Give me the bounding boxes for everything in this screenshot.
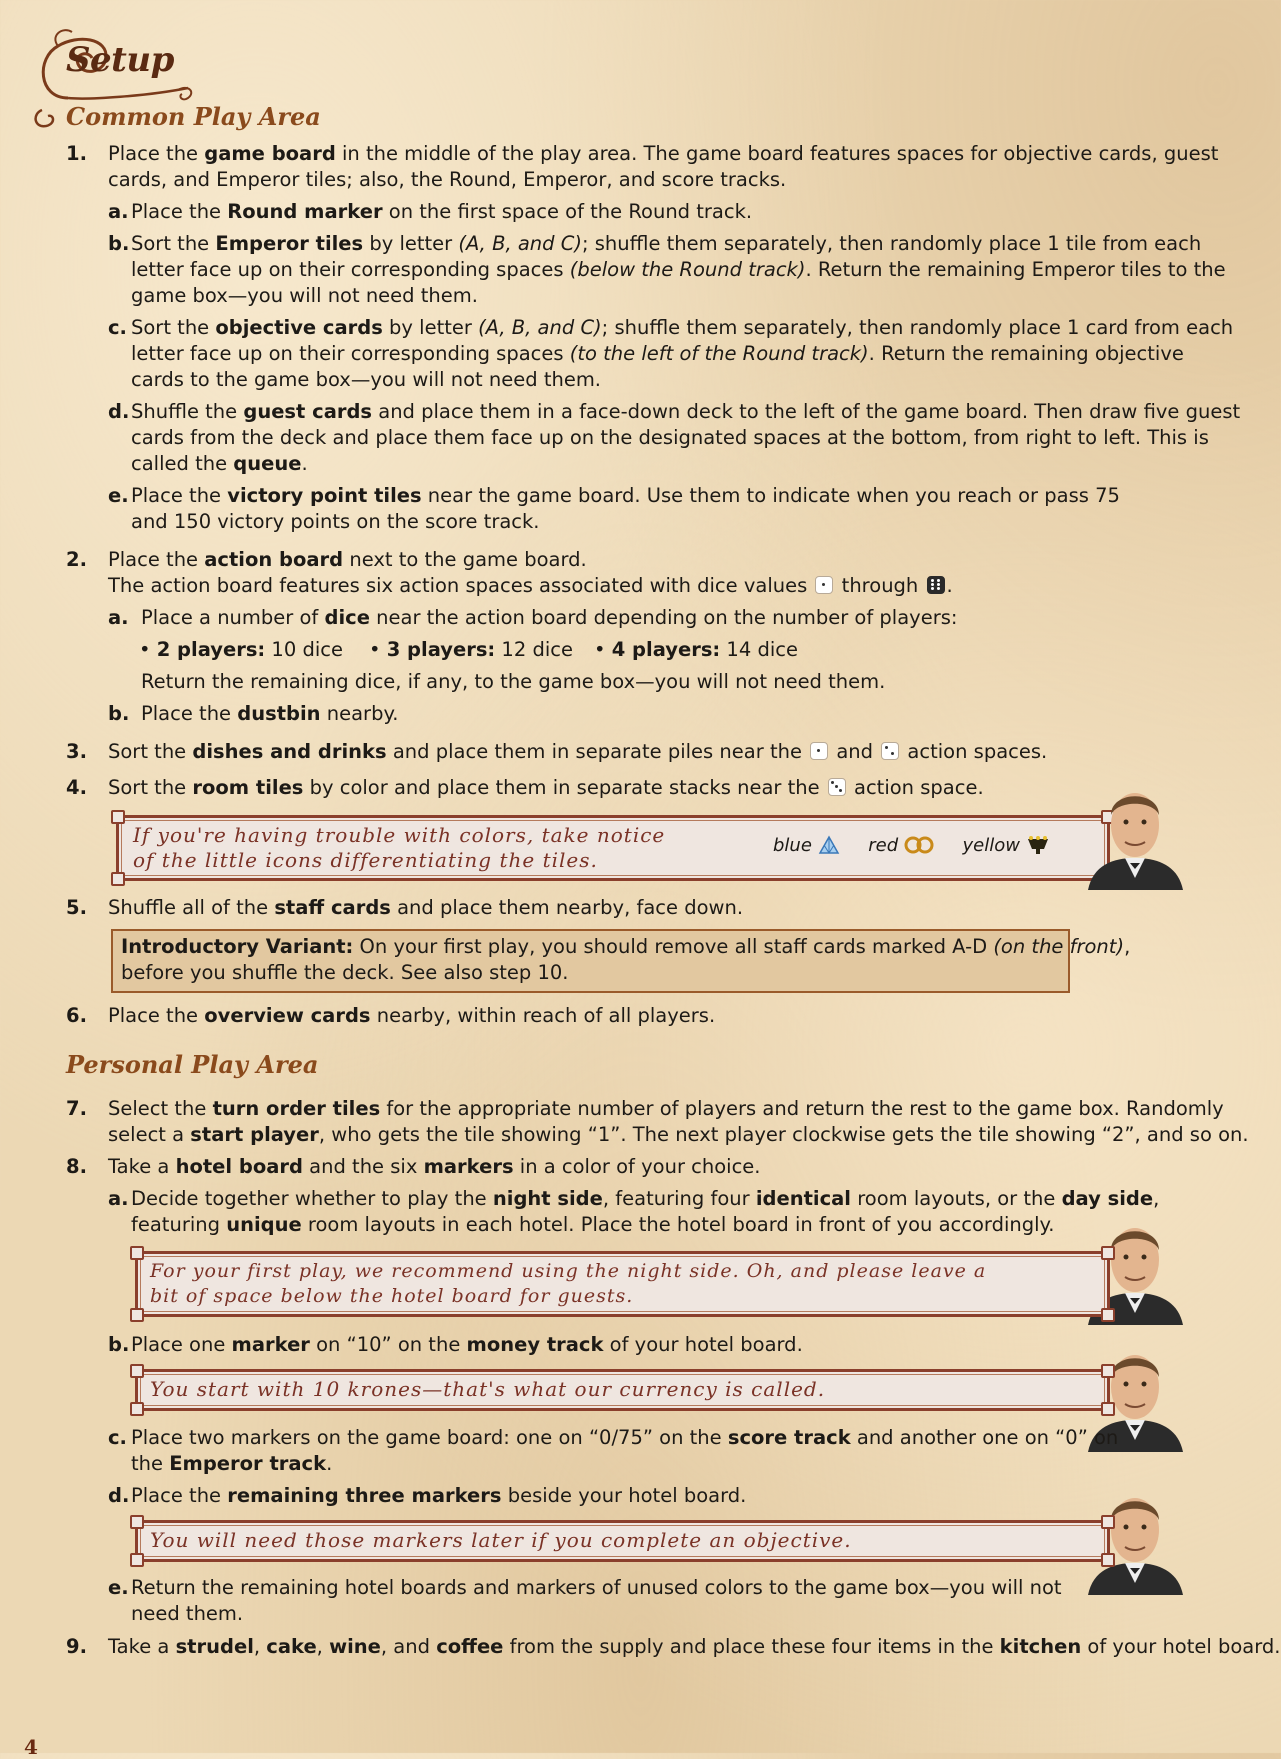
step-number: 2. [66,548,87,571]
die-three-icon [828,778,846,796]
step-1d-text: Shuffle the guest cards and place them in a face-down deck to the left of the game board. Then draw five guest [131,400,1241,423]
step-4-text: Sort the room tiles by color and place them in separate stacks near the action space. [108,776,984,799]
butler-portrait [1083,770,1188,890]
page-number: 4 [24,1735,38,1759]
step-number: 9. [66,1635,87,1658]
step-1d-text-cont: cards from the deck and place them face up on the designated spaces at the bottom, from right to left. This is [131,426,1209,449]
step-number: 7. [66,1097,87,1120]
step-8e-text-cont: need them. [131,1602,244,1625]
substep-label: c. [108,1426,127,1449]
die-one-icon [810,742,828,760]
step-1d-text-cont: called the queue. [131,452,308,475]
substep-label: b. [108,702,130,725]
butler-tip-box [135,1369,1110,1411]
step-6-text: Place the overview cards nearby, within reach of all players. [108,1004,716,1027]
die-one-icon [815,576,833,594]
substep-label: b. [108,1333,130,1356]
die-two-icon [881,742,899,760]
step-3-text: Sort the dishes and drinks and place them in separate piles near the and action spaces. [108,740,1048,763]
step-1c-text-cont: cards to the game box—you will not need them. [131,368,602,391]
step-1-text: Place the game board in the middle of the play area. The game board features spaces for objective cards, guest [108,142,1219,165]
substep-label: d. [108,400,130,423]
introductory-variant-box [111,929,1131,993]
step-2b-text: Place the dustbin nearby. [141,702,399,725]
step-8c-text-cont: the Emperor track. [131,1452,333,1475]
substep-label: c. [108,316,127,339]
step-1b-text: Sort the Emperor tiles by letter (A, B, and C); shuffle them separately, then randomly place 1 tile from each [131,232,1202,255]
step-2a-text: Place a number of dice near the action board depending on the number of players: [141,606,958,629]
step-9-text: Take a strudel, cake, wine, and coffee from the supply and place these four items in the kitchen of your hotel board. [108,1635,1281,1658]
step-1e-text: Place the victory point tiles near the game board. Use them to indicate when you reach or pass 75 [131,484,1120,507]
substep-label: a. [108,606,129,629]
butler-tip-box [135,1520,1110,1562]
substep-label: a. [108,200,129,223]
red-pretzel-icon [904,835,934,855]
butler-tip-box [135,1251,1110,1317]
step-2-text-cont: The action board features six action spaces associated with dice values through . [108,574,953,597]
die-six-icon [927,576,945,594]
step-2a-text-cont: Return the remaining dice, if any, to the game box—you will not need them. [141,670,886,693]
step-8b-text: Place one marker on “10” on the money track of your hotel board. [131,1333,803,1356]
player-count-bullet: • 3 players: 12 dice [369,638,573,661]
tip-text: For your first play, we recommend using the night side. Oh, and please leave a [150,1260,987,1282]
color-legend: blue red yellow [773,835,1050,856]
substep-label: b. [108,232,130,255]
variant-text-cont: before you shuffle the deck. See also step 10. [121,961,569,984]
step-1c-text-cont: letter face up on their corresponding spaces (to the left of the Round track). Return the remaining objective [131,342,1184,365]
yellow-chandelier-icon [1026,835,1050,855]
player-count-bullet: • 2 players: 10 dice [139,638,343,661]
step-8a-text: Decide together whether to play the night side, featuring four identical room layouts, or the day side, [131,1187,1160,1210]
step-8-text: Take a hotel board and the six markers in a color of your choice. [108,1155,761,1178]
substep-label: e. [108,1576,129,1599]
step-number: 4. [66,776,87,799]
step-8d-text: Place the remaining three markers beside your hotel board. [131,1484,747,1507]
tip-text: If you're having trouble with colors, take notice [133,823,666,847]
step-number: 8. [66,1155,87,1178]
step-8c-text: Place two markers on the game board: one on “0/75” on the score track and another one on “0” on [131,1426,1119,1449]
section-heading-common: Common Play Area [66,102,321,131]
butler-tip-box [116,815,1110,881]
step-1e-text-cont: and 150 victory points on the score track. [131,510,540,533]
step-number: 6. [66,1004,87,1027]
step-8a-text-cont: featuring unique room layouts in each hotel. Place the hotel board in front of you accordingly. [131,1213,1055,1236]
section-heading-personal: Personal Play Area [66,1050,319,1079]
step-number: 3. [66,740,87,763]
step-7-text: Select the turn order tiles for the appropriate number of players and return the rest to the game box. Randomly [108,1097,1224,1120]
substep-label: a. [108,1187,129,1210]
step-1-text-cont: cards, and Emperor tiles; also, the Round, Emperor, and score tracks. [108,168,787,191]
step-5-text: Shuffle all of the staff cards and place them nearby, face down. [108,896,744,919]
tip-text: of the little icons differentiating the tiles. [133,848,598,872]
step-8e-text: Return the remaining hotel boards and markers of unused colors to the game box—you will not [131,1576,1062,1599]
step-1b-text-cont: letter face up on their corresponding spaces (below the Round track). Return the remaining Emperor tiles to the [131,258,1226,281]
tip-text: You start with 10 krones—that's what our currency is called. [150,1377,826,1401]
variant-text: Introductory Variant: On your first play, you should remove all staff cards marked A-D (on the front), [121,935,1131,958]
step-7-text-cont: select a start player, who gets the tile showing “1”. The next player clockwise gets the tile showing “2”, and so on. [108,1123,1249,1146]
step-1c-text: Sort the objective cards by letter (A, B, and C); shuffle them separately, then randomly place 1 card from each [131,316,1234,339]
tip-text: You will need those markers later if you complete an objective. [150,1528,852,1552]
substep-label: d. [108,1484,130,1507]
step-number: 5. [66,896,87,919]
substep-label: e. [108,484,129,507]
step-number: 1. [66,142,87,165]
player-count-bullet: • 4 players: 14 dice [594,638,798,661]
step-1b-text-cont: game box—you will not need them. [131,284,478,307]
step-2-text: Place the action board next to the game board. [108,548,587,571]
blue-shell-icon [818,835,840,855]
tip-text: bit of space below the hotel board for guests. [150,1285,634,1307]
step-1a-text: Place the Round marker on the first space of the Round track. [131,200,753,223]
page-title: Setup [66,40,174,80]
